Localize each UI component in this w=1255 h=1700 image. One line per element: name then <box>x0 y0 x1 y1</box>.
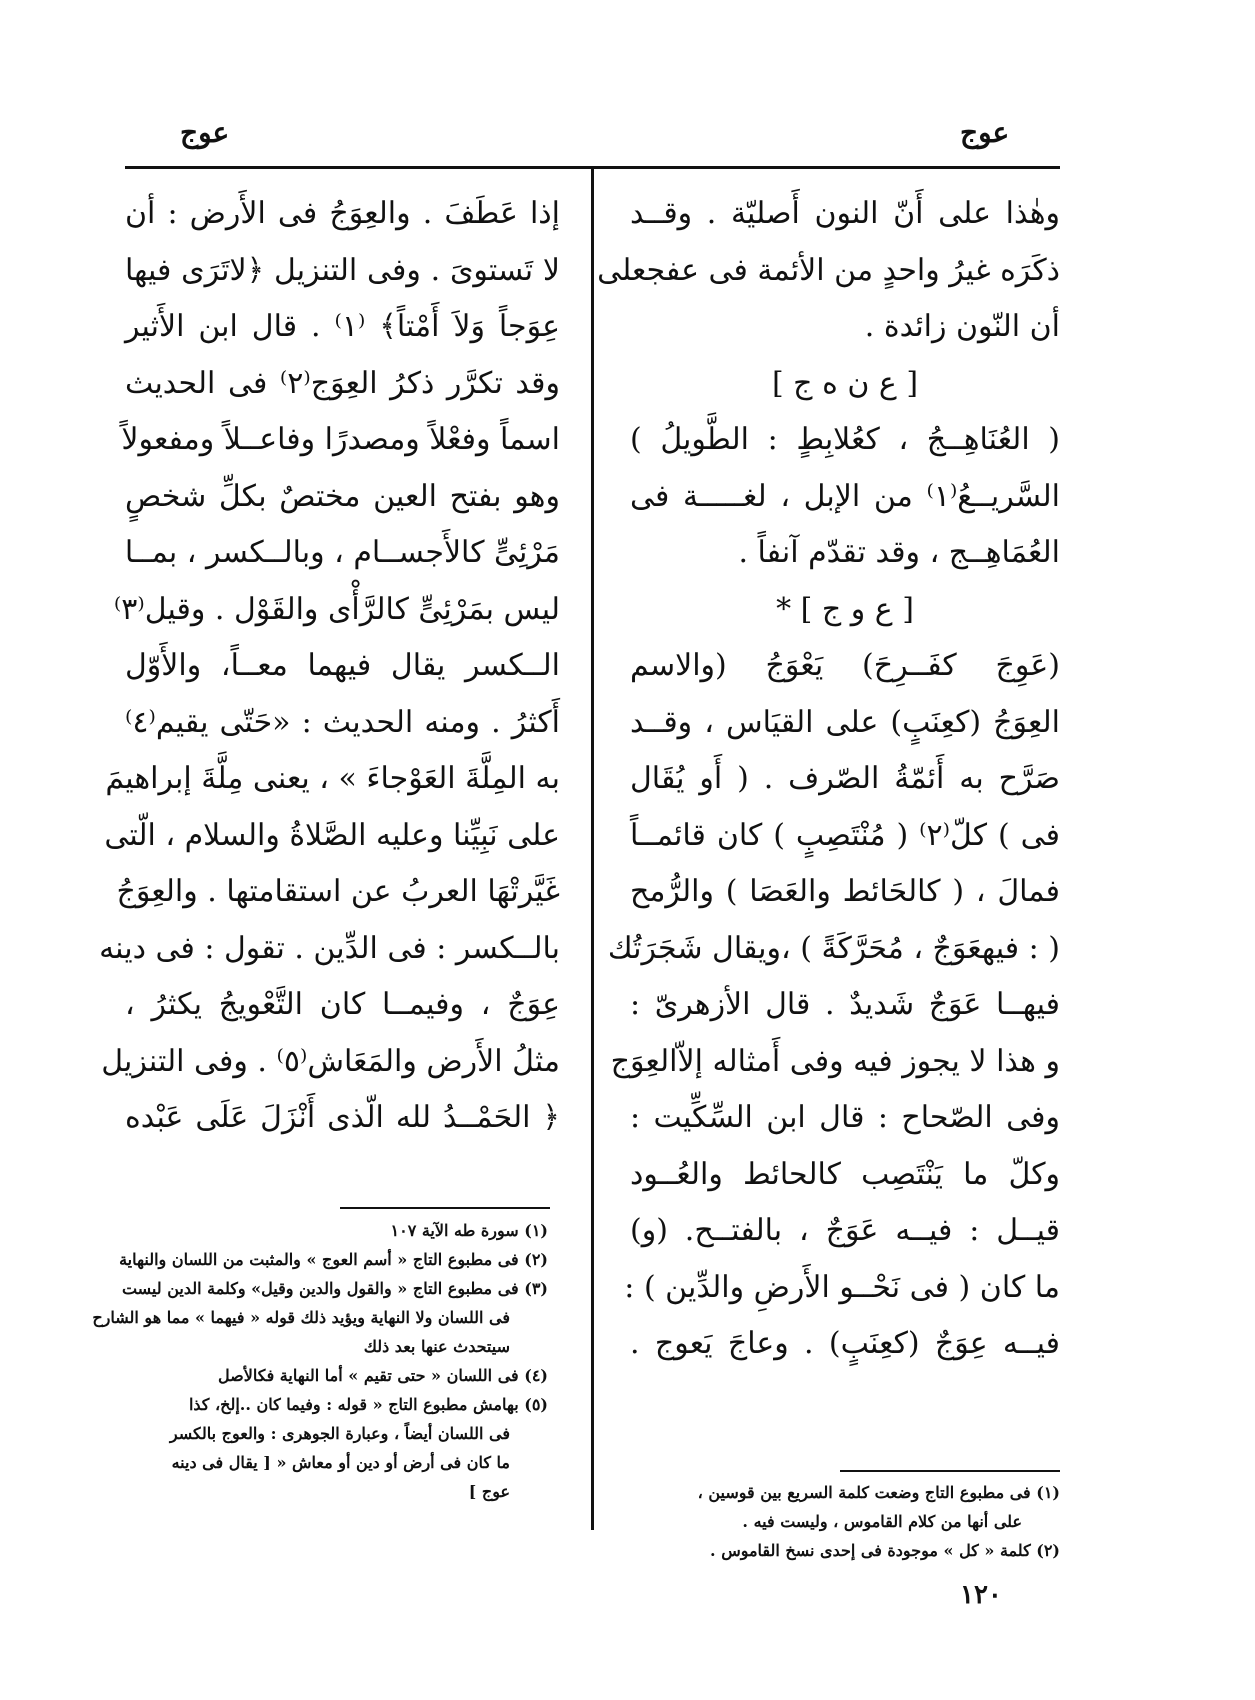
text-line: العُمَاهِــج ، وقد تقدّم آنفاً . <box>738 535 1060 570</box>
footnote-rule-left <box>340 1207 550 1209</box>
text-line: فمالَ ، ( كالحَائط والعَصَا ) والرُّمح <box>630 874 1060 909</box>
text-line: اسماً وفعْلاً ومصدرًا وفاعــلاً ومفعولاً <box>121 422 560 457</box>
entry-heading-awj: [ ع و ج ] * <box>776 591 914 627</box>
footnotes-right <box>655 1478 1060 1565</box>
footnote-rule-right <box>840 1470 1060 1472</box>
text-line: العِوَجُ (كعِنَبٍ) على القيَاس ، وقــد <box>630 704 1060 740</box>
text-line: ما كان ( فى نَحْــو الأَرضِ والدِّين ) : <box>624 1269 1060 1305</box>
footnote-continuation: سيتحدث عنها بعد ذلك <box>363 1337 510 1356</box>
running-header-left: عوج <box>180 116 230 149</box>
text-line: وهٰذا على أَنّ النون أَصليّة . وقــد <box>630 196 1060 231</box>
text-line: به المِلَّةَ العَوْجاءَ » ، يعنى مِلَّةَ إبراهيمَ <box>105 761 560 796</box>
footnote: (٢) فى مطبوع التاج « أسم العوج » والمثبت من اللسان والنهاية <box>119 1250 548 1269</box>
text-line: فيــه عِوَجٌ (كعِنَبٍ) . وعاجَ يَعوج . <box>630 1326 1060 1361</box>
footnote-continuation: عوج ] <box>468 1482 510 1501</box>
text-line: فيهــا عَوَجٌ شَديدٌ . قال الأزهرىّ : <box>630 987 1060 1022</box>
entry-heading-anhj: [ ع ن ه ج ] <box>771 365 919 401</box>
text-line: الــكسر يقال فيهما معــاً، والأَوّل <box>125 648 560 683</box>
text-line: (عَوِجَ كفَــرِحَ) يَعْوَجُ (والاسم <box>630 648 1060 683</box>
footnote: (٤) فى اللسان « حتى تقيم » أما النهاية فكالأصل <box>218 1366 548 1385</box>
footnote: (٥) بهامش مطبوع التاج « قوله : وفيما كان ..إلخ، كذا <box>188 1395 548 1414</box>
text-line: وقد تكرَّر ذكرُ العِوَج⁽٢⁾ فى الحديث <box>125 365 561 401</box>
text-line: غَيَّرتْهَا العربُ عن استقامتها . والعِوَجُ <box>116 874 560 909</box>
text-line: قيــل : فيــه عَوَجٌ ، بالفتــح. (و) <box>630 1213 1060 1248</box>
text-line: إذا عَطَفَ . والعِوَجُ فى الأَرض : أن <box>125 196 560 231</box>
text-line: السَّريــعُ⁽١⁾ من الإبل ، لغـــــة فى <box>630 478 1060 514</box>
text-line: ( العُنَاهِــجُ ، كعُلابِطٍ : الطَّويلُ ) <box>630 422 1060 457</box>
footnote-continuation: على أنها من كلام القاموس ، وليست فيه . <box>742 1512 1022 1531</box>
text-line: أن النّون زائدة . <box>864 309 1060 344</box>
running-header-right: عوج <box>960 116 1010 149</box>
text-line: مَرْئِىٍّ كالأَجســام ، وبالــكسر ، بمــا <box>124 535 560 570</box>
footnote: (٢) كلمة « كل » موجودة فى إحدى نسخ القاموس . <box>710 1541 1060 1560</box>
text-line: وفى الصّحاح : قال ابن السِّكِّيت : <box>630 1100 1060 1135</box>
text-line: ﴿ الحَمْــدُ لله الّذى أَنْزَلَ عَلَى عَبْده <box>125 1100 560 1135</box>
text-line: وهو بفتح العين مختصٌ بكلِّ شخصٍ <box>125 478 560 514</box>
footnote: (١) فى مطبوع التاج وضعت كلمة السريع بين قوسين ، <box>697 1483 1060 1502</box>
footnotes-left <box>92 1216 548 1506</box>
text-line: عِوَجاً وَلاَ أَمْتاً﴾ ⁽١⁾ . قال ابن الأَثير <box>125 309 560 344</box>
text-line: و هذا لا يجوز فيه وفى أَمثاله إلاّالعِوَج <box>610 1043 1060 1079</box>
text-line: ( : فيهعَوَجٌ ، مُحَرَّكَةً ) ،ويقال شَجَرَتُك <box>607 930 1060 966</box>
text-line: وكلّ ما يَنْتَصِب كالحائط والعُــود <box>630 1156 1060 1192</box>
text-line: ذكَرَه غيرُ واحدٍ من الأئمة فى عفجعلى <box>597 252 1060 288</box>
text-line: لا تَستوىَ . وفى التنزيل ﴿لاتَرَى فيها <box>125 252 560 288</box>
footnote: (٣) فى مطبوع التاج « والقول والدين وقيل» وكلمة الدين ليست <box>121 1279 548 1298</box>
text-line: على نَبِيِّنا وعليه الصَّلاةُ والسلام ، الّتى <box>104 817 560 853</box>
footnote-continuation: ما كان فى أرض أو دين أو معاش « [ يقال فى دينه <box>171 1453 510 1472</box>
text-line: عِوَجٌ ، وفيمــا كان التَّعْويجُ يكثرُ ، <box>125 987 560 1022</box>
text-line: ليس بمَرْئِىٍّ كالرَّأْى والقَوْل . وقيل⁽٣⁾ <box>113 591 560 627</box>
text-line: مثلُ الأَرض والمَعَاش⁽٥⁾ . وفى التنزيل <box>101 1043 560 1079</box>
right-column <box>597 186 1060 1373</box>
footnote-continuation: فى اللسان ولا النهاية ويؤيد ذلك قوله « فيهما » مما هو الشارح <box>92 1308 510 1327</box>
left-column <box>99 186 561 1147</box>
page-number: ١٢٠ <box>960 1580 1002 1610</box>
text-line: صَرَّح به أَئمّةُ الصّرف . ( أَو يُقَال <box>630 761 1060 796</box>
text-line: أَكثرُ . ومنه الحديث : «حَتّى يقيم⁽٤⁾ <box>125 704 560 740</box>
footnote: (١) سورة طه الآية ١٠٧ <box>390 1221 548 1240</box>
footnote-continuation: فى اللسان أيضاً ، وعبارة الجوهرى : والعوج بالكسر <box>169 1424 510 1443</box>
column-divider <box>591 168 594 1530</box>
text-line: بالــكسر : فى الدِّين . تقول : فى دينه <box>99 930 560 966</box>
text-line: فى ) كلّ⁽٢⁾ ( مُنْتَصِبٍ ) كان قائمــاً <box>630 817 1060 853</box>
